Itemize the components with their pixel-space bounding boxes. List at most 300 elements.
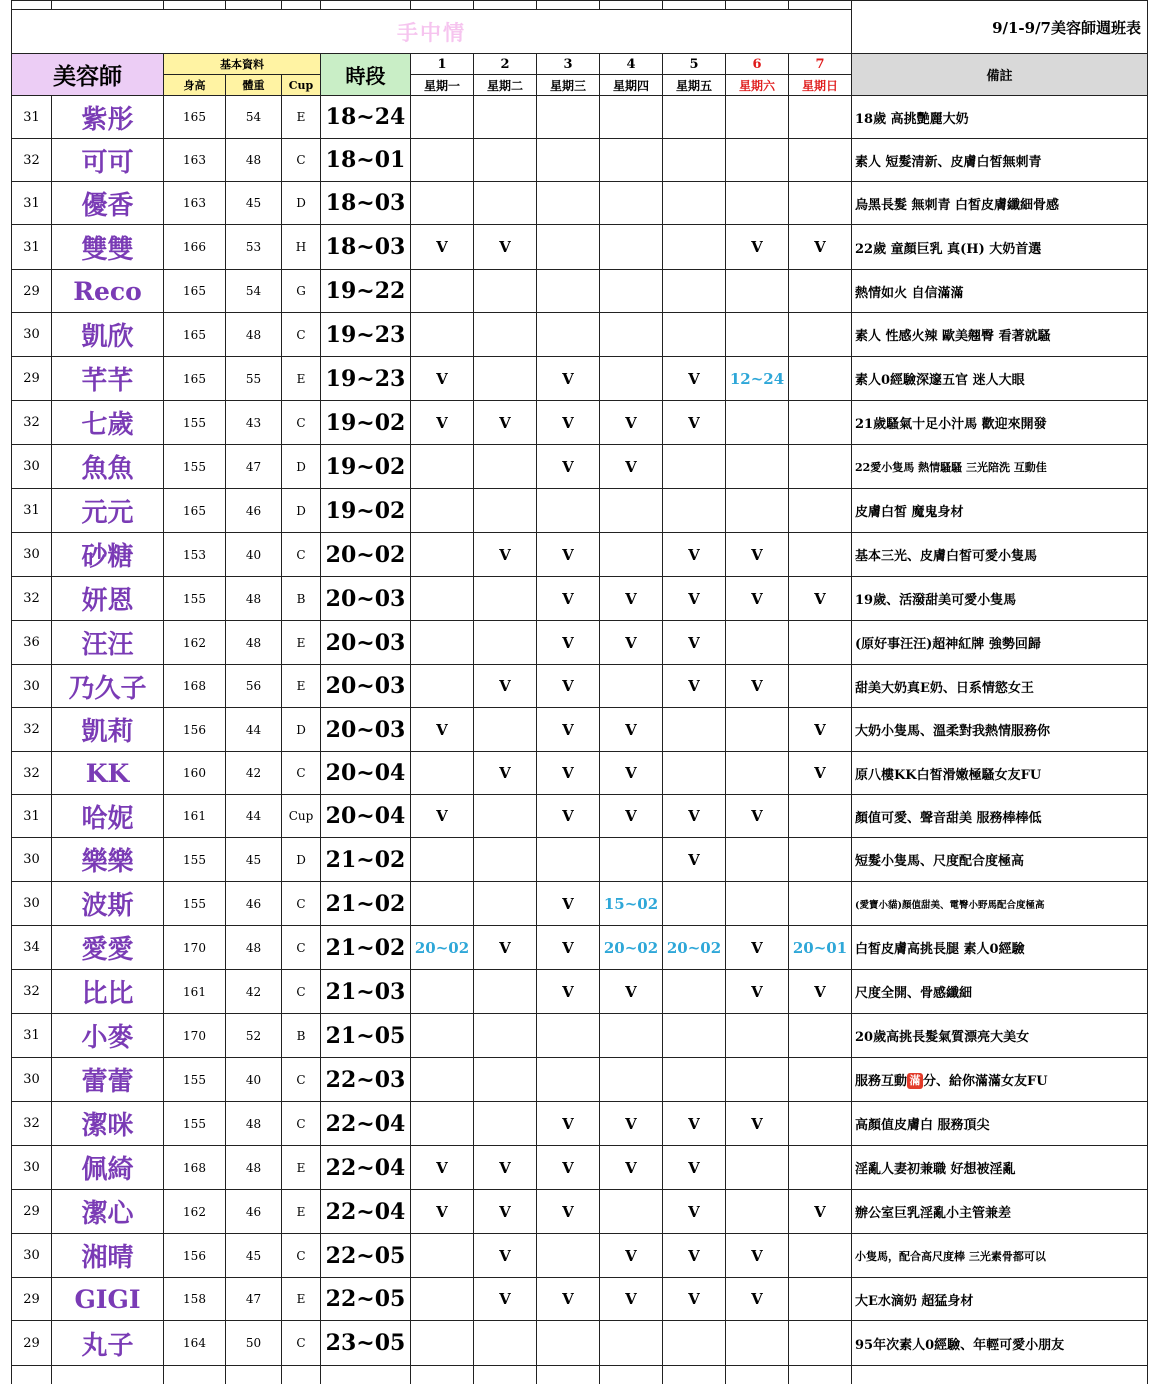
day-cell: V xyxy=(474,1146,537,1190)
day-cell: V xyxy=(537,970,600,1014)
weight-cell: 42 xyxy=(226,970,282,1014)
cup-cell: C xyxy=(282,1058,321,1102)
height-cell: 162 xyxy=(164,621,226,665)
table-row xyxy=(12,1014,1148,1058)
blank-cell xyxy=(852,1366,1148,1384)
table-row xyxy=(12,139,1148,182)
day-cell: V xyxy=(663,1278,726,1321)
day-cell: V xyxy=(600,445,663,489)
day-cell: V xyxy=(474,665,537,708)
day-cell xyxy=(663,752,726,795)
blank-cell xyxy=(321,1366,411,1384)
slot-cell: 20~03 xyxy=(321,621,411,665)
day-cell xyxy=(537,182,600,225)
note-cell: 熱情如火 自信滿滿 xyxy=(852,270,1148,313)
note-cell: 素人0經驗深邃五官 迷人大眼 xyxy=(852,357,1148,401)
cup-cell: C xyxy=(282,970,321,1014)
day-cell xyxy=(411,752,474,795)
day-cell: V xyxy=(537,926,600,970)
note-cell: 大E水滴奶 超猛身材 xyxy=(852,1278,1148,1321)
name-cell: 妍恩 xyxy=(52,577,164,621)
day-cell: 20~01 xyxy=(789,926,852,970)
table-row xyxy=(12,445,1148,489)
weight-cell: 54 xyxy=(226,96,282,139)
height-cell: 161 xyxy=(164,795,226,838)
day-cell: V xyxy=(789,225,852,270)
day-name: 星期四 xyxy=(600,75,663,96)
note-text: 分、給你滿滿女友FU xyxy=(923,1074,1048,1089)
slot-cell: 22~04 xyxy=(321,1146,411,1190)
blank-cell xyxy=(789,1366,852,1384)
name-cell: 芊芊 xyxy=(52,357,164,401)
day-cell: V xyxy=(726,665,789,708)
day-cell: V xyxy=(726,1278,789,1321)
note-cell: 素人 短髮清新、皮膚白皙無刺青 xyxy=(852,139,1148,182)
age-cell: 30 xyxy=(12,313,52,357)
weight-cell: 40 xyxy=(226,533,282,577)
day-cell xyxy=(537,139,600,182)
age-cell: 29 xyxy=(12,357,52,401)
day-cell xyxy=(726,96,789,139)
height-cell: 165 xyxy=(164,357,226,401)
weight-cell: 47 xyxy=(226,445,282,489)
day-cell: V xyxy=(474,225,537,270)
weight-cell: 43 xyxy=(226,401,282,445)
age-cell: 30 xyxy=(12,1058,52,1102)
height-header: 身高 xyxy=(164,75,226,96)
height-cell: 156 xyxy=(164,708,226,752)
day-num: 5 xyxy=(663,54,726,75)
age-cell: 32 xyxy=(12,139,52,182)
day-cell: V xyxy=(537,445,600,489)
day-cell xyxy=(600,313,663,357)
day-cell: V xyxy=(474,752,537,795)
day-cell xyxy=(663,139,726,182)
day-cell: V xyxy=(537,1278,600,1321)
day-name: 星期一 xyxy=(411,75,474,96)
day-cell xyxy=(726,270,789,313)
day-cell xyxy=(411,489,474,533)
weight-cell: 48 xyxy=(226,621,282,665)
note-cell: 21歲騷氣十足小汁馬 歡迎來開發 xyxy=(852,401,1148,445)
name-cell: 比比 xyxy=(52,970,164,1014)
note-cell: 甜美大奶真E奶、日系情慾女王 xyxy=(852,665,1148,708)
day-cell: V xyxy=(663,1102,726,1146)
day-cell xyxy=(600,270,663,313)
day-cell xyxy=(789,182,852,225)
day-cell xyxy=(411,882,474,926)
cup-cell: C xyxy=(282,1234,321,1278)
age-cell: 31 xyxy=(12,225,52,270)
day-cell xyxy=(474,1014,537,1058)
day-cell: V xyxy=(537,708,600,752)
day-cell: 20~02 xyxy=(600,926,663,970)
day-cell xyxy=(600,182,663,225)
day-cell xyxy=(411,838,474,882)
day-cell xyxy=(600,96,663,139)
day-cell xyxy=(411,533,474,577)
day-cell xyxy=(663,270,726,313)
day-name: 星期五 xyxy=(663,75,726,96)
note-cell: 白皙皮膚高挑長腿 素人0經驗 xyxy=(852,926,1148,970)
day-cell xyxy=(726,882,789,926)
day-cell xyxy=(537,96,600,139)
blank-cell xyxy=(726,1366,789,1384)
age-cell: 31 xyxy=(12,795,52,838)
day-cell xyxy=(474,838,537,882)
height-cell: 155 xyxy=(164,1058,226,1102)
day-cell xyxy=(726,752,789,795)
day-cell xyxy=(789,882,852,926)
weight-cell: 47 xyxy=(226,1278,282,1321)
day-cell xyxy=(600,225,663,270)
name-cell: 佩綺 xyxy=(52,1146,164,1190)
weight-cell: 46 xyxy=(226,489,282,533)
cup-cell: E xyxy=(282,1278,321,1321)
name-cell: 雙雙 xyxy=(52,225,164,270)
day-cell xyxy=(474,445,537,489)
day-cell xyxy=(663,1321,726,1366)
slot-cell: 22~05 xyxy=(321,1234,411,1278)
height-cell: 155 xyxy=(164,838,226,882)
day-cell: 12~24 xyxy=(726,357,789,401)
slot-cell: 18~03 xyxy=(321,182,411,225)
name-cell: 愛愛 xyxy=(52,926,164,970)
day-cell xyxy=(600,665,663,708)
header-row-1 xyxy=(12,54,1148,75)
slot-cell: 23~05 xyxy=(321,1321,411,1366)
day-cell: V xyxy=(600,401,663,445)
day-cell xyxy=(537,1058,600,1102)
day-cell xyxy=(600,838,663,882)
weight-cell: 45 xyxy=(226,1234,282,1278)
day-cell: V xyxy=(600,577,663,621)
height-cell: 166 xyxy=(164,225,226,270)
day-cell: V xyxy=(663,1190,726,1234)
age-cell: 31 xyxy=(12,96,52,139)
day-cell: V xyxy=(663,795,726,838)
note-cell xyxy=(852,1058,1148,1102)
day-cell: 15~02 xyxy=(600,882,663,926)
day-num: 1 xyxy=(411,54,474,75)
note-cell: 原八樓KK白皙滑嫩極騷女友FU xyxy=(852,752,1148,795)
cup-cell: C xyxy=(282,401,321,445)
slot-cell: 21~02 xyxy=(321,838,411,882)
day-cell xyxy=(411,182,474,225)
day-cell xyxy=(411,270,474,313)
day-cell xyxy=(474,139,537,182)
cup-cell: C xyxy=(282,313,321,357)
slot-cell: 20~03 xyxy=(321,665,411,708)
age-cell: 32 xyxy=(12,1102,52,1146)
height-cell: 153 xyxy=(164,533,226,577)
day-cell xyxy=(474,1102,537,1146)
table-row xyxy=(12,752,1148,795)
table-row xyxy=(12,1058,1148,1102)
blank-cell xyxy=(282,1366,321,1384)
day-cell xyxy=(411,96,474,139)
height-cell: 164 xyxy=(164,1321,226,1366)
name-cell: 哈妮 xyxy=(52,795,164,838)
table-row xyxy=(12,357,1148,401)
day-cell: V xyxy=(600,621,663,665)
blank-cell xyxy=(537,1366,600,1384)
age-cell: 36 xyxy=(12,621,52,665)
day-cell: V xyxy=(537,533,600,577)
note-cell: 22愛小隻馬 熱情騷騷 三光陪洗 互動佳 xyxy=(852,445,1148,489)
day-cell: V xyxy=(600,1234,663,1278)
day-name: 星期二 xyxy=(474,75,537,96)
day-cell: V xyxy=(474,1278,537,1321)
name-cell: 紫彤 xyxy=(52,96,164,139)
cup-cell: E xyxy=(282,96,321,139)
cup-cell: C xyxy=(282,1321,321,1366)
cup-cell: E xyxy=(282,357,321,401)
name-cell: 湘晴 xyxy=(52,1234,164,1278)
day-cell xyxy=(411,1102,474,1146)
name-cell: GIGI xyxy=(52,1278,164,1321)
name-cell: 乃久子 xyxy=(52,665,164,708)
height-cell: 160 xyxy=(164,752,226,795)
day-cell xyxy=(789,1321,852,1366)
weight-cell: 42 xyxy=(226,752,282,795)
day-cell xyxy=(474,96,537,139)
table-row xyxy=(12,401,1148,445)
slot-cell: 18~24 xyxy=(321,96,411,139)
day-cell: V xyxy=(663,577,726,621)
cup-cell: E xyxy=(282,1190,321,1234)
day-cell xyxy=(789,1234,852,1278)
day-cell xyxy=(789,270,852,313)
day-cell xyxy=(600,139,663,182)
day-cell: V xyxy=(663,621,726,665)
note-cell: 基本三光、皮膚白皙可愛小隻馬 xyxy=(852,533,1148,577)
day-cell: V xyxy=(474,401,537,445)
name-cell: 潔心 xyxy=(52,1190,164,1234)
day-cell: V xyxy=(537,357,600,401)
day-cell: V xyxy=(600,1146,663,1190)
day-cell xyxy=(663,225,726,270)
day-cell: V xyxy=(600,1102,663,1146)
day-cell xyxy=(600,1190,663,1234)
day-cell: V xyxy=(726,970,789,1014)
day-cell: V xyxy=(726,1102,789,1146)
day-cell: V xyxy=(789,708,852,752)
day-cell: V xyxy=(537,665,600,708)
day-num: 6 xyxy=(726,54,789,75)
weight-cell: 45 xyxy=(226,838,282,882)
day-cell xyxy=(537,313,600,357)
day-cell xyxy=(789,96,852,139)
note-cell: 短髮小隻馬、尺度配合度極高 xyxy=(852,838,1148,882)
weight-cell: 46 xyxy=(226,1190,282,1234)
day-cell xyxy=(537,838,600,882)
day-cell xyxy=(663,182,726,225)
day-cell: V xyxy=(663,665,726,708)
name-cell: Reco xyxy=(52,270,164,313)
day-cell xyxy=(411,1014,474,1058)
blank-cell xyxy=(52,1366,164,1384)
day-cell xyxy=(726,445,789,489)
table-row xyxy=(12,313,1148,357)
age-cell: 32 xyxy=(12,752,52,795)
day-cell: V xyxy=(411,708,474,752)
slot-cell: 18~03 xyxy=(321,225,411,270)
day-cell: V xyxy=(537,882,600,926)
cup-cell: C xyxy=(282,752,321,795)
day-cell xyxy=(411,313,474,357)
table-row xyxy=(12,1234,1148,1278)
slot-cell: 19~02 xyxy=(321,401,411,445)
cup-cell: C xyxy=(282,139,321,182)
day-cell: V xyxy=(663,838,726,882)
slot-cell: 19~23 xyxy=(321,313,411,357)
cup-cell: C xyxy=(282,882,321,926)
weight-cell: 46 xyxy=(226,882,282,926)
age-cell: 32 xyxy=(12,401,52,445)
day-cell: V xyxy=(411,1146,474,1190)
name-cell: 可可 xyxy=(52,139,164,182)
name-cell: 樂樂 xyxy=(52,838,164,882)
height-cell: 161 xyxy=(164,970,226,1014)
day-cell: V xyxy=(474,533,537,577)
day-cell xyxy=(663,445,726,489)
height-cell: 155 xyxy=(164,577,226,621)
table-row xyxy=(12,1321,1148,1366)
note-cell: 22歲 童顏巨乳 真(H) 大奶首選 xyxy=(852,225,1148,270)
height-cell: 168 xyxy=(164,665,226,708)
day-cell xyxy=(411,1278,474,1321)
height-cell: 165 xyxy=(164,313,226,357)
day-cell: V xyxy=(789,1190,852,1234)
day-cell xyxy=(474,1058,537,1102)
height-cell: 162 xyxy=(164,1190,226,1234)
table-row xyxy=(12,533,1148,577)
blank-cell xyxy=(12,1366,52,1384)
day-cell xyxy=(726,401,789,445)
slot-cell: 20~03 xyxy=(321,708,411,752)
age-cell: 30 xyxy=(12,1146,52,1190)
name-cell: 優香 xyxy=(52,182,164,225)
day-cell xyxy=(789,313,852,357)
day-name: 星期日 xyxy=(789,75,852,96)
day-cell xyxy=(789,139,852,182)
day-cell xyxy=(663,96,726,139)
day-cell xyxy=(411,1058,474,1102)
height-cell: 158 xyxy=(164,1278,226,1321)
age-cell: 29 xyxy=(12,270,52,313)
age-cell: 32 xyxy=(12,577,52,621)
note-cell: 顏值可愛、聲音甜美 服務棒棒低 xyxy=(852,795,1148,838)
day-cell xyxy=(600,357,663,401)
day-cell xyxy=(726,313,789,357)
blank-cell xyxy=(226,1366,282,1384)
day-cell xyxy=(474,795,537,838)
day-cell: V xyxy=(537,577,600,621)
note-cell: 烏黑長髮 無刺青 白皙皮膚纖細骨感 xyxy=(852,182,1148,225)
day-cell xyxy=(663,882,726,926)
height-cell: 156 xyxy=(164,1234,226,1278)
age-cell: 31 xyxy=(12,182,52,225)
weight-cell: 48 xyxy=(226,926,282,970)
height-cell: 165 xyxy=(164,489,226,533)
note-cell: (愛寶小貓)顏值甜美、電臀小野馬配合度極高 xyxy=(852,882,1148,926)
schedule-table xyxy=(11,0,1148,1384)
day-cell xyxy=(789,838,852,882)
age-cell: 30 xyxy=(12,445,52,489)
day-cell xyxy=(537,1321,600,1366)
day-cell xyxy=(411,665,474,708)
table-row xyxy=(12,96,1148,139)
bottom-blank-row xyxy=(12,1366,1148,1384)
table-row xyxy=(12,708,1148,752)
cup-cell: E xyxy=(282,621,321,665)
age-cell: 29 xyxy=(12,1190,52,1234)
day-cell: V xyxy=(537,1146,600,1190)
day-cell: V xyxy=(789,970,852,1014)
day-cell xyxy=(789,795,852,838)
day-cell xyxy=(663,313,726,357)
table-row xyxy=(12,270,1148,313)
day-cell: V xyxy=(411,795,474,838)
blank-cell xyxy=(600,1366,663,1384)
name-cell: KK xyxy=(52,752,164,795)
slot-cell: 22~03 xyxy=(321,1058,411,1102)
basic-info-header: 基本資料 xyxy=(164,54,321,75)
note-cell: 高顏值皮膚白 服務頂尖 xyxy=(852,1102,1148,1146)
blank-cell xyxy=(164,1366,226,1384)
day-num: 3 xyxy=(537,54,600,75)
slot-cell: 19~02 xyxy=(321,489,411,533)
day-cell xyxy=(474,182,537,225)
table-row xyxy=(12,1190,1148,1234)
slot-cell: 21~03 xyxy=(321,970,411,1014)
day-cell xyxy=(789,621,852,665)
day-cell xyxy=(663,970,726,1014)
day-cell xyxy=(411,1321,474,1366)
weight-cell: 48 xyxy=(226,1146,282,1190)
cup-cell: D xyxy=(282,445,321,489)
day-cell xyxy=(789,665,852,708)
day-cell xyxy=(726,708,789,752)
slot-cell: 19~22 xyxy=(321,270,411,313)
slot-cell: 18~01 xyxy=(321,139,411,182)
height-cell: 165 xyxy=(164,96,226,139)
day-cell xyxy=(789,445,852,489)
table-row xyxy=(12,225,1148,270)
day-cell xyxy=(474,489,537,533)
note-cell: 辦公室巨乳淫亂小主管兼差 xyxy=(852,1190,1148,1234)
day-num: 2 xyxy=(474,54,537,75)
day-cell xyxy=(726,139,789,182)
weight-cell: 44 xyxy=(226,795,282,838)
height-cell: 170 xyxy=(164,1014,226,1058)
slot-cell: 22~04 xyxy=(321,1102,411,1146)
day-cell: V xyxy=(411,401,474,445)
full-badge-icon: 滿 xyxy=(907,1073,923,1089)
cup-cell: Cup xyxy=(282,795,321,838)
height-cell: 170 xyxy=(164,926,226,970)
day-cell: V xyxy=(537,621,600,665)
cup-cell: H xyxy=(282,225,321,270)
name-cell: 汪汪 xyxy=(52,621,164,665)
day-cell xyxy=(537,1014,600,1058)
height-cell: 155 xyxy=(164,401,226,445)
note-cell: 95年次素人0經驗、年輕可愛小朋友 xyxy=(852,1321,1148,1366)
height-cell: 155 xyxy=(164,882,226,926)
day-cell xyxy=(789,489,852,533)
day-cell xyxy=(474,882,537,926)
